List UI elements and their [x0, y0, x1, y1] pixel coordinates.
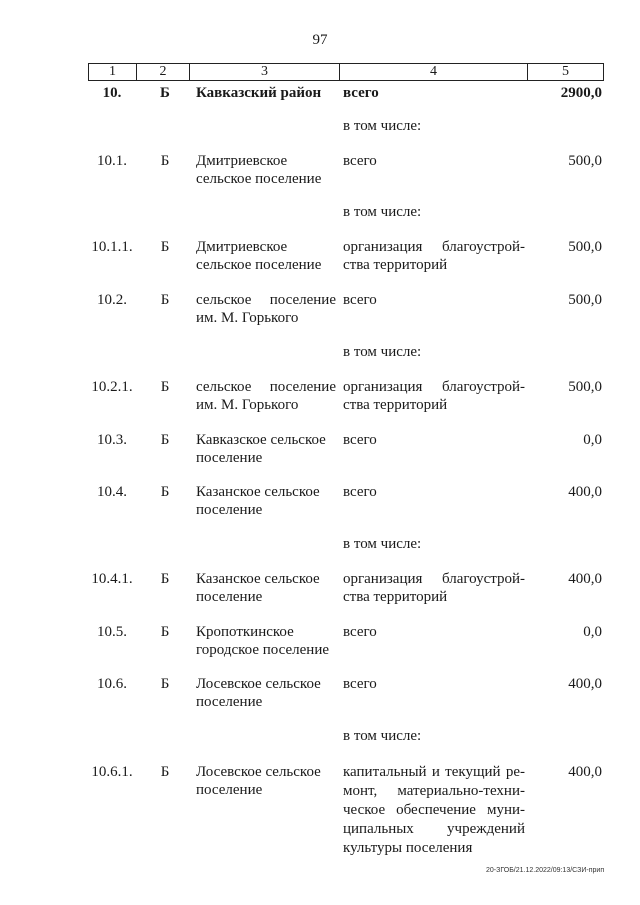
row-number: 10.1.1. [91, 239, 133, 255]
row-name: Кропоткинское городское поселение [196, 624, 330, 658]
row-amount: 400,0 [568, 571, 602, 587]
row-name: сельское поселение им. М. Горького [196, 292, 336, 326]
row-type: организация благоустрой-ства территорий [343, 379, 525, 413]
row-category: Б [160, 764, 170, 780]
row-name: Лосевское сельское поселение [196, 764, 321, 798]
row-category: Б [160, 153, 170, 169]
header-col-5: 5 [562, 64, 569, 79]
page-number: 97 [312, 32, 328, 48]
including-label: в том числе: [343, 728, 422, 744]
row-name: Кавказский район [196, 85, 322, 101]
including-label: в том числе: [343, 204, 422, 220]
row-category: Б [160, 624, 170, 640]
row-name: Казанское сельское поселение [196, 484, 320, 518]
row-number: 10.6.1. [91, 764, 133, 780]
header-col-2: 2 [137, 64, 190, 80]
row-amount: 400,0 [568, 484, 602, 500]
row-category: Б [160, 239, 170, 255]
row-number: 10.3. [97, 432, 127, 448]
row-amount: 2900,0 [560, 85, 602, 101]
row-number: 10.1. [97, 153, 127, 169]
header-col-3: 3 [190, 64, 340, 80]
row-number: 10.4.1. [91, 571, 133, 587]
row-type: всего [343, 292, 377, 308]
row-type: организация благоустрой-ства территорий [343, 571, 525, 605]
row-name: Дмитриевское сельское поселение [196, 153, 322, 187]
row-type: организация благоустрой-ства территорий [343, 239, 525, 273]
row-amount: 500,0 [568, 239, 602, 255]
row-category: Б [160, 379, 170, 395]
row-type: капитальный и текущий ре-монт, материально-техни-ческое обеспечение муни-ципальных учреждений культуры поселения [343, 764, 525, 856]
row-amount: 500,0 [568, 292, 602, 308]
including-label: в том числе: [343, 118, 422, 134]
row-type: всего [343, 85, 379, 101]
row-category: Б [160, 484, 170, 500]
row-number: 10.2.1. [91, 379, 133, 395]
footer-stamp: 20-ЗГОБ/21.12.2022/09:13/СЗИ-прип [486, 867, 605, 874]
row-name: Дмитриевское сельское поселение [196, 239, 322, 273]
table-header-row [88, 63, 604, 81]
row-number: 10.5. [97, 624, 127, 640]
row-category: Б [160, 571, 170, 587]
row-type: всего [343, 153, 377, 169]
including-label: в том числе: [343, 536, 422, 552]
header-col-1: 1 [89, 64, 137, 80]
row-type: всего [343, 624, 377, 640]
row-name: Лосевское сельское поселение [196, 676, 321, 710]
row-amount: 0,0 [583, 432, 602, 448]
row-category: Б [160, 676, 170, 692]
row-number: 10. [102, 85, 122, 101]
row-name: Кавказское сельское поселение [196, 432, 326, 466]
row-number: 10.6. [97, 676, 127, 692]
row-amount: 400,0 [568, 764, 602, 780]
row-type: всего [343, 676, 377, 692]
row-number: 10.2. [97, 292, 127, 308]
row-category: Б [160, 292, 170, 308]
row-type: всего [343, 432, 377, 448]
row-amount: 0,0 [583, 624, 602, 640]
row-name: Казанское сельское поселение [196, 571, 320, 605]
row-number: 10.4. [97, 484, 127, 500]
row-category: Б [160, 85, 170, 101]
row-amount: 500,0 [568, 379, 602, 395]
row-amount: 400,0 [568, 676, 602, 692]
row-category: Б [160, 432, 170, 448]
row-type: всего [343, 484, 377, 500]
header-col-4: 4 [340, 64, 528, 80]
row-name: сельское поселение им. М. Горького [196, 379, 336, 413]
including-label: в том числе: [343, 344, 422, 360]
row-amount: 500,0 [568, 153, 602, 169]
